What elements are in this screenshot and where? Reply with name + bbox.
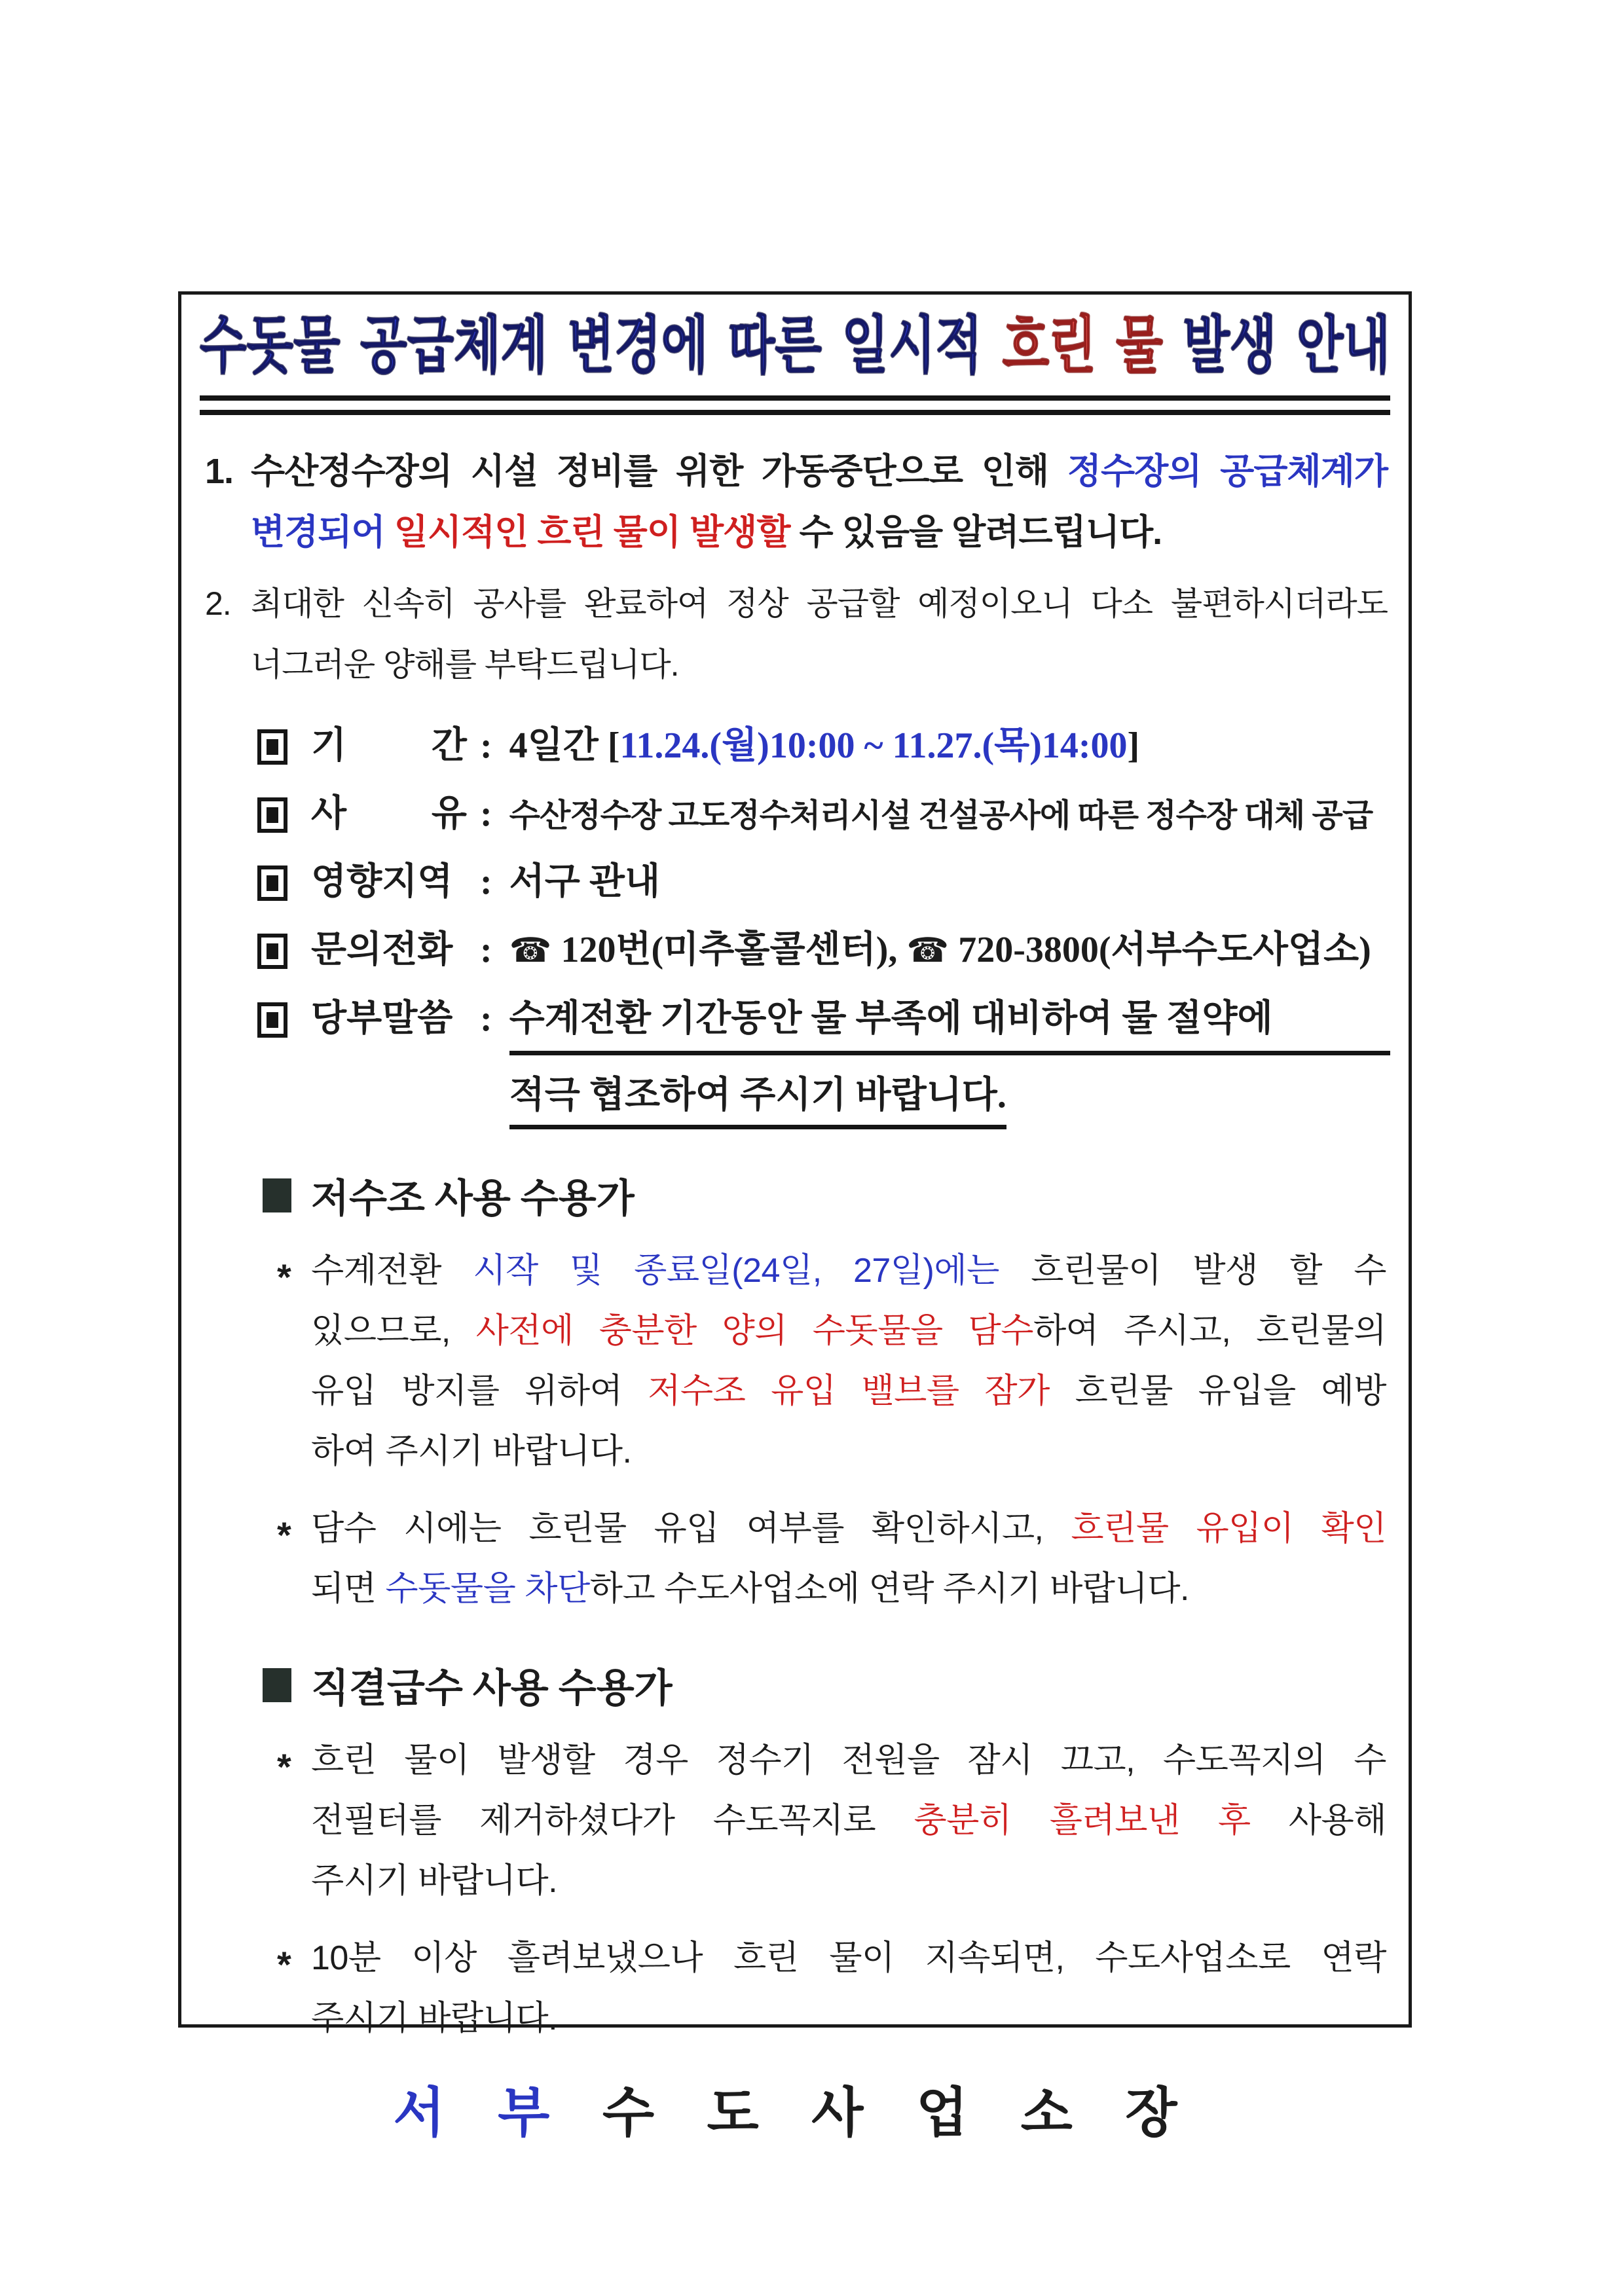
phone-icon: ☎ (509, 931, 552, 970)
detail-label-request: 당부말씀 (311, 998, 453, 1039)
detail-label-period: 기 간 (311, 725, 467, 766)
bullet-direct-1: * 흐린 물이 발생할 경우 정수기 전원을 잠시 끄고, 수도꼭지의 수 전필터를 제거하셨다가 수도꼭지로 충분히 흘려보낸 후 사용해 주시기 바랍니다. (277, 1730, 1386, 1911)
signature-blue-part: 서 부 (393, 2083, 570, 2143)
square-bullet-icon (257, 729, 287, 765)
request-underlined-line2: 적극 협조하여 주시기 바랍니다. (509, 1074, 1006, 1129)
item1-line1: 수산정수장의 시설 정비를 위한 가동중단으로 인해 정수장의 공급체계가 (251, 452, 1388, 491)
section-header-reservoir (263, 1167, 1390, 1224)
title-segment-blue-1: 수돗물 공급체계 변경에 따른 일시적 (200, 310, 1003, 380)
detail-row-area (257, 860, 1390, 903)
asterisk-bullet-icon: * (277, 1514, 291, 1556)
detail-row-reason (257, 792, 1390, 835)
bullet-reservoir-1: * 수계전환 시작 및 종료일(24일, 27일)에는 흐린물이 발생 할 수 있으므로, 사전에 충분한 양의 수돗물을 담수하여 주시고, 흐린물의 유입 방지를 위하여 저수조 유입 밸브를 잠가 흐린물 유입을 예방 하여 주시기 바랍니다. (277, 1241, 1386, 1482)
detail-colon: : (480, 862, 492, 902)
section-title: 저수조 사용 수용가 (311, 1177, 635, 1220)
square-bullet-icon (257, 797, 287, 833)
detail-list (257, 724, 1390, 1129)
bullet-direct-2: * 10분 이상 흘려보냈으나 흐린 물이 지속되면, 수도사업소로 연락 주시기 바랍니다. (277, 1928, 1386, 2049)
page-title (200, 304, 1390, 388)
detail-value-phone: ☎ 120번(미추홀콜센터), ☎ 720-3800(서부수도사업소) (509, 930, 1371, 970)
title-double-rule (200, 410, 1390, 415)
detail-label-area: 영향지역 (311, 862, 453, 902)
square-bullet-icon (257, 866, 287, 901)
title-segment-blue-2: 발생 안내 (1162, 310, 1390, 380)
signature (200, 2077, 1390, 2149)
detail-value-reason: 수산정수장 고도정수처리시설 건설공사에 따른 정수장 대체 공급 (509, 797, 1373, 833)
square-bullet-icon (257, 1002, 287, 1038)
detail-value-request (509, 997, 1390, 1129)
item2-line1: 최대한 신속히 공사를 완료하여 정상 공급할 예정이오니 다소 불편하시더라도 (251, 585, 1388, 622)
detail-colon: : (480, 998, 492, 1039)
detail-colon: : (480, 930, 492, 970)
detail-row-request (257, 997, 1390, 1129)
detail-row-phone (257, 928, 1390, 972)
section-header-direct (263, 1657, 1390, 1713)
bullet-reservoir-2: * 담수 시에는 흐린물 유입 여부를 확인하시고, 흐린물 유입이 확인 되면 수돗물을 차단하고 수도사업소에 연락 주시기 바랍니다. (277, 1499, 1386, 1619)
section-title: 직결급수 사용 수용가 (311, 1667, 673, 1710)
detail-row-period (257, 724, 1390, 767)
signature-black-part: 수 도 사 업 소 장 (569, 2083, 1197, 2143)
filled-square-icon (263, 1668, 291, 1702)
item-number: 1. (205, 452, 234, 491)
title-block (200, 310, 1390, 401)
item-number: 2. (205, 585, 231, 622)
asterisk-bullet-icon: * (277, 1944, 291, 1985)
notice-item-1 (200, 441, 1388, 563)
notice-item-2 (200, 574, 1388, 695)
request-underlined-line1: 수계전환 기간동안 물 부족에 대비하여 물 절약에 (509, 997, 1390, 1055)
detail-colon: : (480, 793, 492, 834)
detail-label-reason: 사 유 (311, 793, 467, 834)
detail-value-period: 4일간 [11.24.(월)10:00 ~ 11.27.(목)14:00] (509, 725, 1140, 766)
filled-square-icon (263, 1178, 291, 1212)
phone-icon: ☎ (906, 931, 950, 970)
square-bullet-icon (257, 934, 287, 969)
asterisk-bullet-icon: * (277, 1746, 291, 1787)
title-segment-red: 흐린 물 (1002, 310, 1163, 380)
item2-line2: 너그러운 양해를 부탁드립니다. (251, 646, 679, 683)
notice-sheet (178, 291, 1412, 2143)
item1-line2: 변경되어 일시적인 흐린 물이 발생할 수 있음을 알려드립니다. (251, 513, 1162, 552)
detail-colon: : (480, 725, 492, 766)
detail-value-area: 서구 관내 (509, 862, 661, 902)
asterisk-bullet-icon: * (277, 1256, 291, 1298)
detail-label-phone: 문의전화 (311, 930, 453, 970)
